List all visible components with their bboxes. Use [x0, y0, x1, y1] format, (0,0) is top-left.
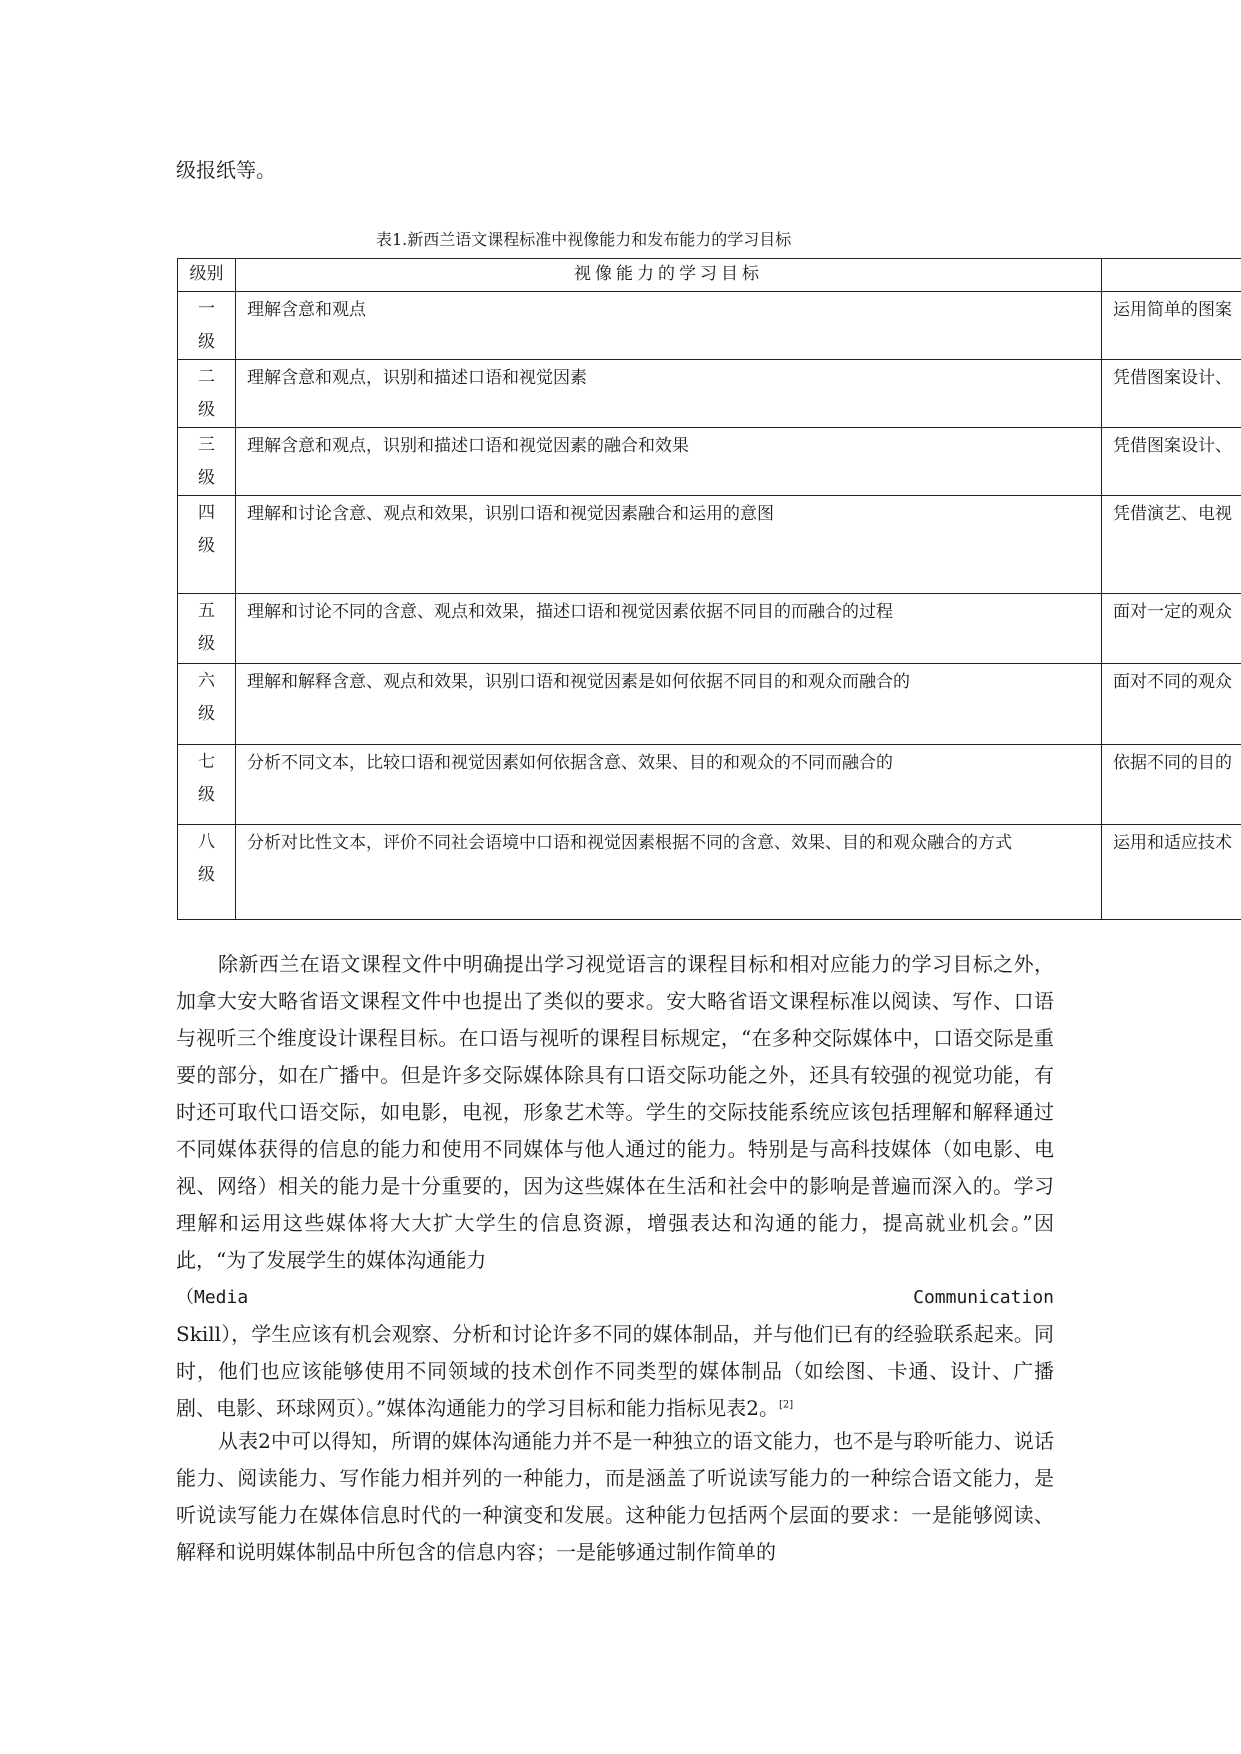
header-publish [1102, 259, 1241, 292]
publish-goal-cell: 凭借演艺、电视 [1102, 496, 1241, 594]
paragraph-part-1: 除新西兰在语文课程文件中明确提出学习视觉语言的课程目标和相对应能力的学习目标之外，加拿大安大略省语文课程文件中也提出了类似的要求。安大略省语文课程标准以阅读、写作、口语与视听三个维度设计课程目标。在口语与视听的课程目标规定，“在多种交际媒体中，口语交际是重要的部分，如在广播中。但是许多交际媒体除具有口语交际功能之外，还具有较强的视觉功能，有时还可取代口语交际，如电影，电视，形象艺术等。学生的交际技能系统应该包括理解和解释通过不同媒体获得的信息的能力和使用不同媒体与他人通过的能力。特别是与高科技媒体（如电影、电视、网络）相关的能力是十分重要的，因为这些媒体在生活和社会中的影响是普遍而深入的。学习理解和运用这些媒体将大大扩大学生的信息资源，增强表达和沟通的能力，提高就业机会。”因此，“为了发展学生的媒体沟通能力 [176, 952, 1054, 1272]
body-paragraph-1 [176, 946, 1054, 1427]
publish-goal-cell: 面对一定的观众 [1102, 594, 1241, 664]
level-cell: 四 级 [178, 496, 236, 594]
visual-goal-cell: 理解含意和观点，识别和描述口语和视觉因素的融合和效果 [236, 428, 1102, 496]
level-cell: 一 级 [178, 292, 236, 360]
level-cell: 五 级 [178, 594, 236, 664]
publish-goal-cell: 运用简单的图案 [1102, 292, 1241, 360]
level-cell: 三 级 [178, 428, 236, 496]
split-left-text: （Media [176, 1287, 249, 1308]
table-row [178, 825, 1241, 920]
table-caption: 表1.新西兰语文课程标准中视像能力和发布能力的学习目标 [376, 230, 792, 249]
publish-goal-cell: 依据不同的目的 [1102, 745, 1241, 825]
level-cell: 八 级 [178, 825, 236, 920]
reference-marker: [2] [778, 1399, 794, 1411]
paragraph-text: 从表2中可以得知，所谓的媒体沟通能力并不是一种独立的语文能力，也不是与聆听能力、说话能力、阅读能力、写作能力相并列的一种能力，而是涵盖了听说读写能力的一种综合语文能力，是听说读写能力在媒体信息时代的一种演变和发展。这种能力包括两个层面的要求：一是能够阅读、解释和说明媒体制品中所包含的信息内容；一是能够通过制作简单的 [176, 1429, 1054, 1564]
justified-line [176, 1279, 1054, 1316]
visual-goal-cell: 理解含意和观点 [236, 292, 1102, 360]
visual-goal-cell: 理解和解释含意、观点和效果，识别口语和视觉因素是如何依据不同目的和观众而融合的 [236, 664, 1102, 745]
visual-goal-cell: 理解和讨论含意、观点和效果，识别口语和视觉因素融合和运用的意图 [236, 496, 1102, 594]
table-row [178, 664, 1241, 745]
publish-goal-cell: 凭借图案设计、 [1102, 360, 1241, 428]
header-visual: 视像能力的学习目标 [236, 259, 1102, 292]
table-header-row [178, 259, 1241, 292]
body-paragraph-2 [176, 1423, 1054, 1571]
split-right-text: Communication [913, 1287, 1054, 1308]
learning-goals-table [177, 258, 1241, 920]
table-row [178, 594, 1241, 664]
paragraph-part-2: Skill），学生应该有机会观察、分析和讨论许多不同的媒体制品，并与他们已有的经验联系起来。同时，他们也应该能够使用不同领域的技术创作不同类型的媒体制品（如绘图、卡通、设计、广播剧、电影、环球网页）。”媒体沟通能力的学习目标和能力指标见表2。[2] [176, 1322, 1054, 1420]
publish-goal-cell: 运用和适应技术 [1102, 825, 1241, 920]
table-row [178, 745, 1241, 825]
level-cell: 六 级 [178, 664, 236, 745]
table-row [178, 496, 1241, 594]
lead-text: 级报纸等。 [176, 158, 276, 182]
level-cell: 七 级 [178, 745, 236, 825]
publish-goal-cell: 面对不同的观众 [1102, 664, 1241, 745]
table-row [178, 428, 1241, 496]
visual-goal-cell: 理解和讨论不同的含意、观点和效果，描述口语和视觉因素依据不同目的而融合的过程 [236, 594, 1102, 664]
table-row [178, 292, 1241, 360]
publish-goal-cell: 凭借图案设计、 [1102, 428, 1241, 496]
visual-goal-cell: 分析不同文本，比较口语和视觉因素如何依据含意、效果、目的和观众的不同而融合的 [236, 745, 1102, 825]
level-cell: 二 级 [178, 360, 236, 428]
table-row [178, 360, 1241, 428]
visual-goal-cell: 分析对比性文本，评价不同社会语境中口语和视觉因素根据不同的含意、效果、目的和观众融合的方式 [236, 825, 1102, 920]
header-level: 级别 [178, 259, 236, 292]
visual-goal-cell: 理解含意和观点，识别和描述口语和视觉因素 [236, 360, 1102, 428]
